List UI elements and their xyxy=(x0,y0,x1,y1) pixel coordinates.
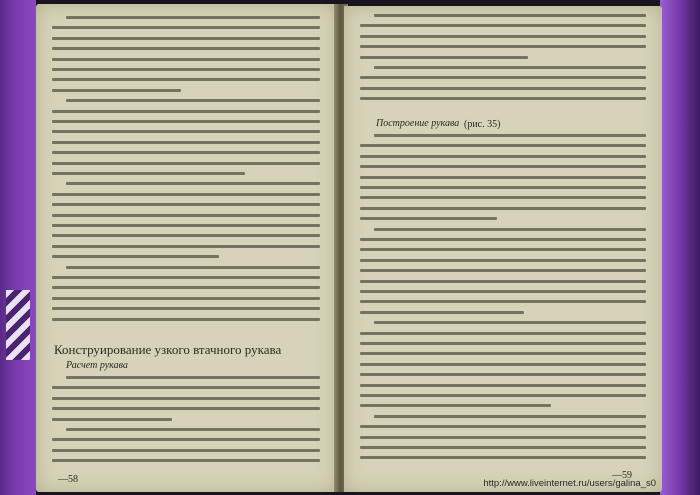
body-text-line xyxy=(360,165,646,168)
body-text-line xyxy=(52,234,320,237)
body-text-line xyxy=(52,386,320,389)
body-text-line xyxy=(360,45,646,48)
body-text-line xyxy=(52,130,320,133)
body-text-line xyxy=(360,87,646,90)
left-page xyxy=(36,4,336,492)
body-text-line xyxy=(52,438,320,441)
body-text-line xyxy=(52,68,320,71)
body-text-line xyxy=(52,449,320,452)
body-text-line xyxy=(52,47,320,50)
body-text-line xyxy=(360,238,646,241)
body-text-line xyxy=(52,276,320,279)
body-text-line xyxy=(374,66,646,69)
body-text-line xyxy=(52,297,320,300)
cover-right-edge xyxy=(660,0,700,495)
cover-left-edge xyxy=(0,0,36,495)
body-text-line xyxy=(52,397,320,400)
body-text-line xyxy=(360,311,524,314)
cover-pattern xyxy=(6,290,30,360)
body-text-line xyxy=(360,352,646,355)
body-text-line xyxy=(360,332,646,335)
body-text-line xyxy=(52,172,245,175)
body-text-line xyxy=(52,224,320,227)
body-text-line xyxy=(52,78,320,81)
body-text-line xyxy=(360,76,646,79)
body-text-line xyxy=(66,16,320,19)
body-text-line xyxy=(52,110,320,113)
body-text-line xyxy=(360,425,646,428)
body-text-line xyxy=(52,307,320,310)
body-text-line xyxy=(374,134,646,137)
body-text-line xyxy=(52,214,320,217)
section-heading: Конструирование узкого втачного рукава xyxy=(54,342,282,357)
body-text-line xyxy=(52,318,320,321)
body-text-line xyxy=(360,24,646,27)
watermark-url: http://www.liveinternet.ru/users/galina_s0 xyxy=(483,478,656,489)
body-text-line xyxy=(360,394,646,397)
body-text-line xyxy=(52,255,219,258)
body-text-line xyxy=(52,418,172,421)
body-text-line xyxy=(360,217,497,220)
body-text-line xyxy=(52,141,320,144)
body-text-line xyxy=(66,99,320,102)
body-text-line xyxy=(52,37,320,40)
subheading-calculation: Расчет рукава xyxy=(66,360,128,371)
body-text-line xyxy=(360,155,646,158)
body-text-line xyxy=(360,97,646,100)
body-text-line xyxy=(360,404,551,407)
body-text-line xyxy=(360,269,646,272)
body-text-line xyxy=(374,14,646,17)
body-text-line xyxy=(52,89,181,92)
body-text-line xyxy=(374,228,646,231)
body-text-line xyxy=(360,176,646,179)
body-text-line xyxy=(52,407,320,410)
body-text-line xyxy=(360,342,646,345)
body-text-line xyxy=(52,26,320,29)
body-text-line xyxy=(374,415,646,418)
body-text-line xyxy=(66,182,320,185)
body-text-line xyxy=(360,363,646,366)
body-text-line xyxy=(360,300,646,303)
body-text-line xyxy=(52,459,320,462)
body-text-line xyxy=(360,259,646,262)
body-text-line xyxy=(360,196,646,199)
body-text-line xyxy=(360,186,646,189)
body-text-line xyxy=(52,193,320,196)
body-text-line xyxy=(360,384,646,387)
body-text-line xyxy=(374,321,646,324)
body-text-line xyxy=(360,436,646,439)
body-text-line xyxy=(52,162,320,165)
body-text-line xyxy=(52,245,320,248)
body-text-line xyxy=(360,280,646,283)
body-text-line xyxy=(360,56,528,59)
body-text-line xyxy=(360,35,646,38)
body-text-line xyxy=(360,446,646,449)
body-text-line xyxy=(52,203,320,206)
body-text-line xyxy=(360,290,646,293)
body-text-line xyxy=(360,248,646,251)
body-text-line xyxy=(360,456,646,459)
body-text-line xyxy=(360,373,646,376)
body-text-line xyxy=(66,428,320,431)
body-text-line xyxy=(360,207,646,210)
figure-reference: (рис. 35) xyxy=(464,119,501,130)
body-text-line xyxy=(66,266,320,269)
page-number-left: —58 xyxy=(58,474,78,485)
right-page xyxy=(344,6,662,492)
body-text-line xyxy=(66,376,320,379)
body-text-line xyxy=(52,58,320,61)
subheading-construction: Построение рукава xyxy=(376,118,460,129)
body-text-line xyxy=(52,120,320,123)
body-text-line xyxy=(52,151,320,154)
body-text-line xyxy=(52,286,320,289)
body-text-line xyxy=(360,144,646,147)
page-number-right: —59 xyxy=(612,470,632,481)
